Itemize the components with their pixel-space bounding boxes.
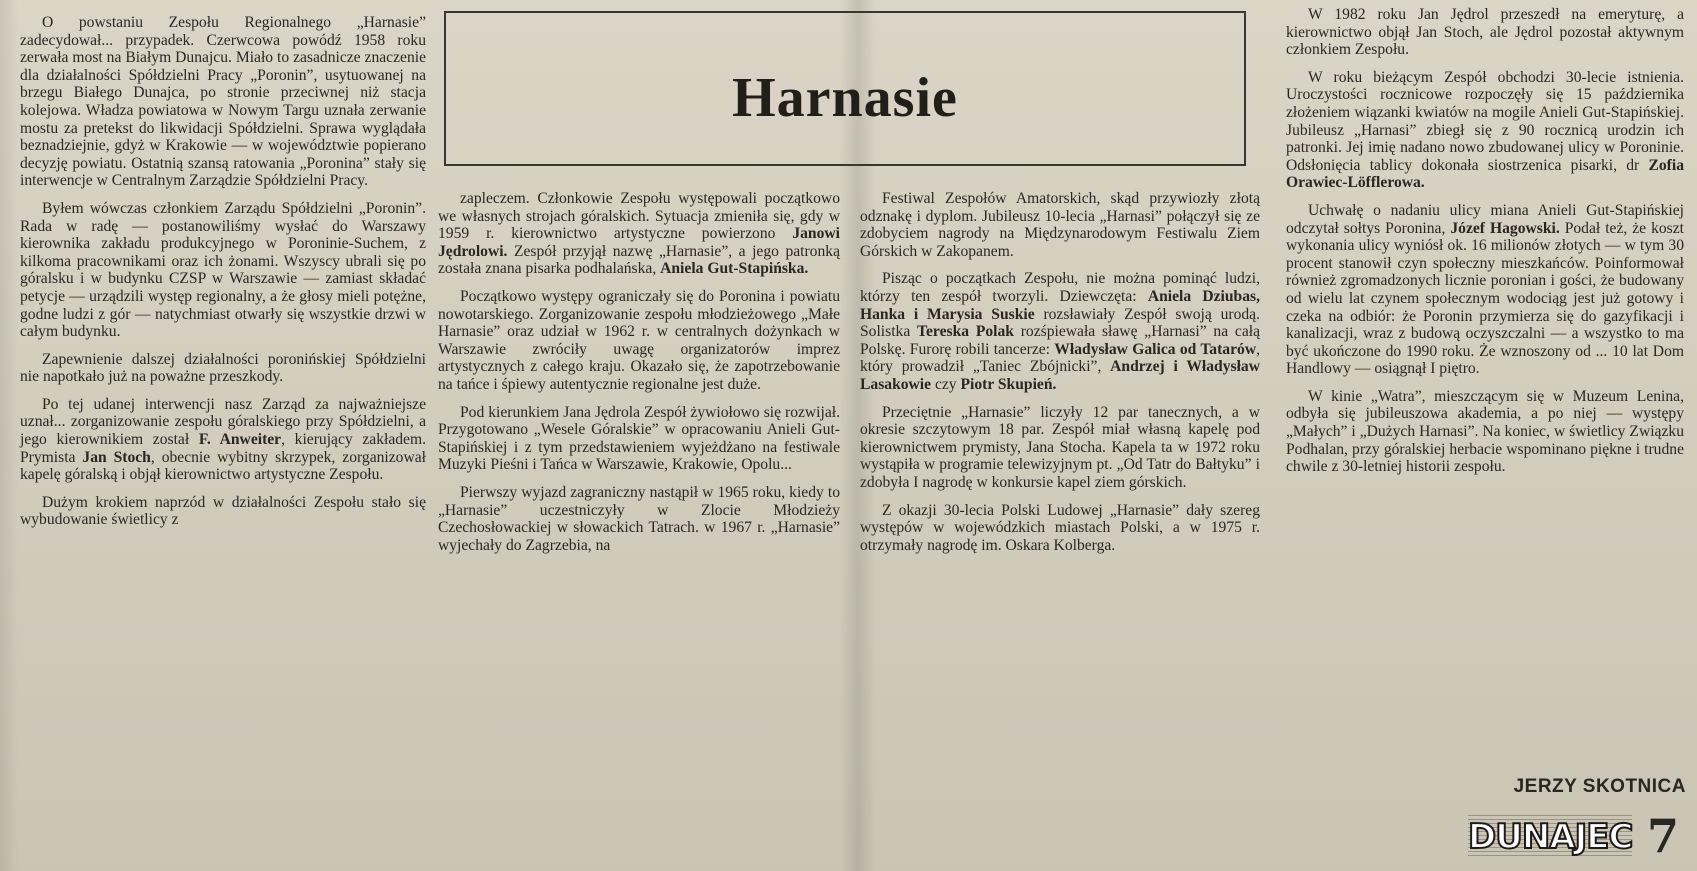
paragraph [20,396,426,484]
text-run: , który prowadził „Taniec Zbójnicki”, [860,340,1260,376]
article-column-2 [438,190,840,554]
text-run: Pisząc o początkach Zespołu, nie można pominąć ludzi, którzy ten zespół tworzyli. Dziewczęta: [860,270,1260,305]
text-run: Uchwałę o nadaniu ulicy miana Anieli Gut-Stapińskiej odczytał sołtys Poronina, [1286,201,1684,237]
bold-name: Andrzej i Władysław Lasakowie [860,358,1260,393]
paragraph [20,351,426,386]
bold-name: Janowi Jędrolowi. [438,225,840,260]
text-run: W kinie „Watra”, mieszczącym się w Muzeum Lenina, odbyła się jubileuszowa akademia, a po niej — występy „Małych” i „Dużych Harnasi”. Na koniec, w świetlicy Związku Podhalan, przy góralskiej herbacie wspominano piękne i trudne chwile z 30-letniej historii zespołu. [1286,387,1684,476]
paragraph [438,288,840,394]
paragraph [20,494,426,529]
paragraph [438,484,840,554]
text-run: Pod kierunkiem Jana Jędrola Zespół żywiołowo się rozwijał. Przygotowano „Wesele Góralskie” w opracowaniu Anieli Gut-Stapińskiej i z tym przedstawieniem wyjeżdżano na festiwale Muzyki Pieśni i Tańca w Warszawie, Krakowie, Opolu... [438,403,840,474]
text-run: Dużym krokiem naprzód w działalności Zespołu stało się wybudowanie świetlicy z [20,493,426,529]
text-run: Podał też, że koszt wykonania ulicy wyniósł ok. 16 milionów złotych — w tym 30 procent stanowił czyn społeczny mieszkańców. Poinformował również zgromadzonych licznie poronian i gości, że budowany od wielu lat czynem społecznym wodociąg jest już gotowy i czeka na odbiór: że Poronin przymierza się do gazyfikacji i kanalizacji, wraz z budową oczyszczalni — a wszystko to ma być ukończone do 1990 roku. Że wznoszony od ... 10 lat Dom Handlowy — osiągnął I piętro. [1286,219,1685,378]
paragraph [860,404,1260,492]
text-run: Pierwszy wyjazd zagraniczny nastąpił w 1965 roku, kiedy to „Harnasie” uczestniczyły w Zlocie Młodzieży Czechosłowackiej w słowackich Tatrach. w 1967 r. „Harnasie” wyjechały do Zagrzebia, na [438,483,840,554]
paragraph [1286,6,1684,59]
paragraph [1286,69,1684,192]
bold-name: Aniela Gut-Stapińska. [660,260,809,278]
text-run: rozśpiewała sławę „Harnasi” na całą Polskę. Furorę robili tancerze: [860,323,1260,358]
bold-name: Władysław Galica od Tatarów [1054,340,1257,358]
paragraph [860,190,1260,260]
text-run: O powstaniu Zespołu Regionalnego „Harnasie” zadecydował... przypadek. Czerwcowa powódź 1958 roku zerwała most na Białym Dunajcu. Miało to zasadnicze znaczenie dla działalności Spółdzielni Pracy „Poronin”, usytuowanej na brzegu Białego Dunajca, po stronie przeciwnej niż stacja kolejowa. Władza powiatowa w Nowym Targu uznała zerwanie mostu za pretekst do likwidacji Spółdzielni. Sprawa wyglądała beznadziejnie, gdyż w Krakowie — w województwie popierano decyzję powiatu. Ostatnią szansą ratowania „Poronina” stały się interwencje w Centralnym Zarządzie Spółdzielni Pracy. [20,14,426,190]
text-run: Po tej udanej interwencji nasz Zarząd za najważniejsze uznał... zorganizowanie zespołu góralskiego przy Spółdzielni, a jego kierownikiem został [20,395,426,449]
text-run: rozsławiały Zespół swoją urodą. Solistka [860,305,1260,341]
text-run: , kierujący zakładem. Prymista [20,431,426,466]
bold-name: F. Anweiter [198,431,282,449]
bold-name: Aniela Dziubas, Hanka i Marysia Suskie [860,287,1260,323]
bold-name: Piotr Skupień. [960,375,1057,393]
text-run: Początkowo występy ograniczały się do Poronina i powiatu nowotarskiego. Zorganizowanie zespołu młodzieżowego „Małe Harnasie” oraz udział w 1962 r. w centralnych dożynkach w Warszawie zwróciły uwagę organizatorów imprez artystycznych z całego kraju. Okazało się, że zapotrzebowanie na tańce i śpiewy autentycznie regionalne jest duże. [438,287,840,393]
text-run: W roku bieżącym Zespół obchodzi 30-lecie istnienia. Uroczystości rocznicowe rozpoczęły się 15 października złożeniem wiązanki kwiatów na mogile Anieli Gut-Stapińskiej. Jubileusz „Harnasi” zbiegł się z 90 rocznicą urodzin ich patronki. Jej imię nadano nowo zbudowanej ulicy w Poroninie. Odsłonięcia tablicy dokonała siostrzenica pisarki, dr [1286,68,1684,174]
text-run: , obecnie wybitny skrzypek, zorganizował kapelę góralską i objął kierownictwo artystyczne Zespołu. [20,448,426,484]
paragraph [860,270,1260,393]
text-run: Przeciętnie „Harnasie” liczyły 12 par tanecznych, a w okresie szczytowym 18 par. Zespół miał własną kapelę pod kierownictwem prymisty, Jana Stocha. Kapela ta w 1972 roku wystąpiła w programie telewizyjnym pt. „Od Tatr do Bałtyku” i zdobyła I nagrodę w konkursie kapel ziem górskich. [860,403,1260,491]
paragraph [438,404,840,474]
text-run: Byłem wówczas członkiem Zarządu Spółdzielni „Poronin”. Rada w radę — postanowiliśmy wysłać do Warszawy kierownika zakładu produkcyjnego w Poroninie-Suchem, z kilkoma pracownikami oraz ich żonami. Wszyscy ubrali się po góralsku i w budynku CZSP w Warszawie — zamiast składać petycje — urządzili występ regionalny, a że głosy mieli potężne, godne ludzi z gór — natychmiast otwarły się wszystkie drzwi w całym budynku. [20,199,426,341]
text-run: Zapewnienie dalszej działalności poronińskiej Spółdzielni nie napotkało już na poważne przeszkody. [20,350,426,386]
article-column-4 [1286,6,1684,476]
text-run: czy [931,375,961,393]
text-run: zapleczem. Członkowie Zespołu występowali początkowo we własnych strojach góralskich. Sytuacja zmieniła się, gdy w 1959 r. kierownictwo artystyczne powierzono [438,190,840,243]
bold-name: Tereska Polak [917,323,1014,341]
text-run: Z okazji 30-lecia Polski Ludowej „Harnasie” dały szereg występów w wojewódzkich miastach Polski, a w 1975 r. otrzymały nagrodę im. Oskara Kolberga. [860,501,1260,554]
paragraph [1286,202,1684,378]
text-run: Festiwal Zespołów Amatorskich, skąd przywiozły złotą odznakę i dyplom. Jubileusz 10-lecia „Harnasi” połączył się ze zdobyciem nagrody na Międzynarodowym Festiwalu Ziem Górskich w Zakopanem. [860,190,1260,260]
headline: Harnasie [732,67,958,129]
text-run: Zespół przyjął nazwę „Harnasie”, a jego patronką została znana pisarka podhalańska, [438,242,840,278]
paragraph [438,190,840,278]
author-signature: JERZY SKOTNICA [1513,776,1686,797]
article-column-1 [20,14,426,529]
bold-name: Józef Hagowski. [1450,219,1560,237]
text-run: W 1982 roku Jan Jędrol przeszedł na emeryturę, a kierownictwo objął Jan Stoch, ale Jędrol pozostał aktywnym członkiem Zespołu. [1286,6,1684,59]
paragraph [20,14,426,190]
paragraph [1286,388,1684,476]
newspaper-masthead: DUNAJEC [1468,817,1633,857]
paragraph [860,502,1260,555]
page-number: 7 [1646,809,1679,863]
article-column-3 [860,190,1260,554]
bold-name: Jan Stoch [82,448,151,466]
paragraph [20,200,426,341]
bold-name: Zofia Orawiec-Löfflerowa. [1286,156,1684,192]
